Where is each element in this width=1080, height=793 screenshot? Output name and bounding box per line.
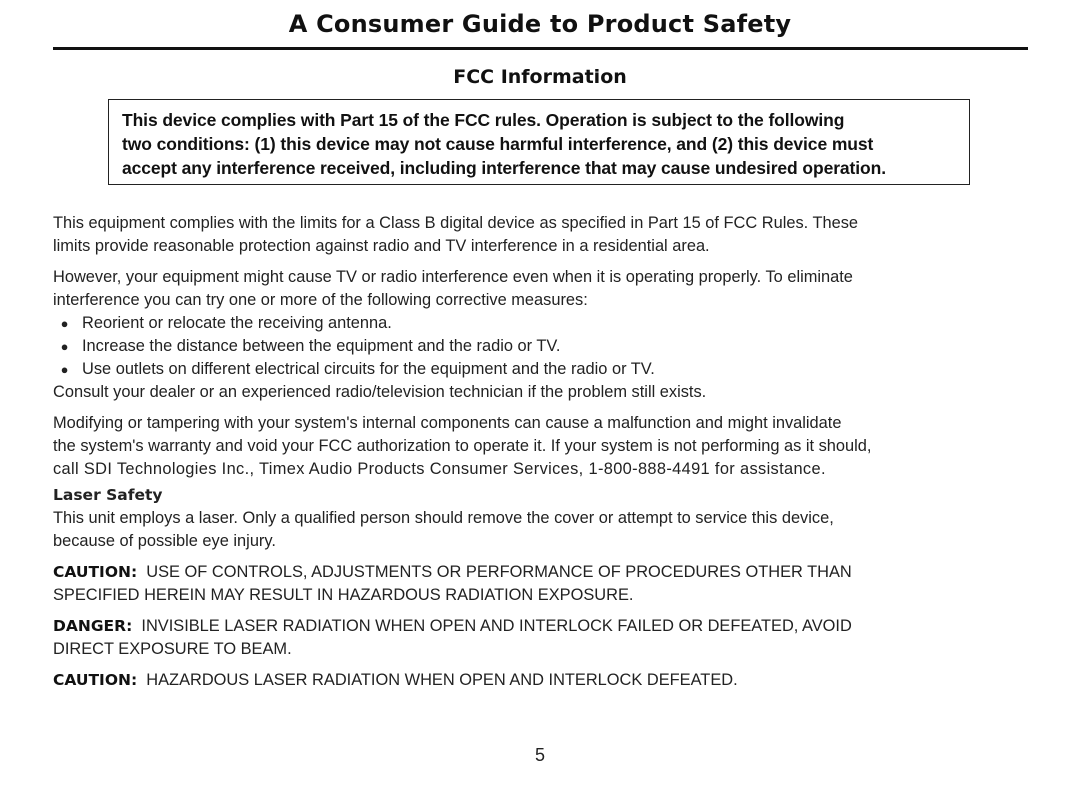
fcc-notice-box (108, 99, 970, 185)
notice-line: accept any interference received, including interference that may cause undesired operation. (122, 158, 886, 178)
bullet-icon: ● (60, 362, 69, 377)
paragraph-tampering (53, 412, 1033, 481)
danger-text: INVISIBLE LASER RADIATION WHEN OPEN AND INTERLOCK FAILED OR DEFEATED, AVOID (141, 617, 852, 635)
caution-text: USE OF CONTROLS, ADJUSTMENTS OR PERFORMANCE OF PROCEDURES OTHER THAN (146, 563, 852, 581)
laser-safety-heading: Laser Safety (53, 486, 163, 504)
paragraph-class-b (53, 212, 1033, 258)
text-line: This equipment complies with the limits for a Class B digital device as specified in Part 15 of FCC Rules. These (53, 214, 859, 232)
danger-text: DIRECT EXPOSURE TO BEAM. (53, 640, 292, 658)
list-item: ● Use outlets on different electrical circuits for the equipment and the radio or TV. (53, 358, 1033, 381)
caution-notice (53, 561, 1033, 607)
page-number: 5 (534, 745, 545, 765)
text-line: This unit employs a laser. Only a qualified person should remove the cover or attempt to service this device, (53, 509, 834, 527)
page-title: A Consumer Guide to Product Safety (288, 10, 792, 38)
text-line: because of possible eye injury. (53, 532, 276, 550)
title-divider (53, 47, 1028, 50)
caution-text: HAZARDOUS LASER RADIATION WHEN OPEN AND INTERLOCK DEFEATED. (146, 671, 738, 689)
text-line: limits provide reasonable protection against radio and TV interference in a residential area. (53, 237, 710, 255)
text-line: However, your equipment might cause TV or radio interference even when it is operating properly. To eliminate (53, 268, 853, 286)
text-line: interference you can try one or more of the following corrective measures: (53, 291, 588, 309)
danger-notice (53, 615, 1033, 661)
text-line: Consult your dealer or an experienced radio/television technician if the problem still exists. (53, 383, 707, 401)
danger-label: DANGER: (53, 617, 133, 635)
document-body (53, 212, 1033, 692)
list-item: ● Reorient or relocate the receiving antenna. (53, 312, 1033, 335)
caution-label: CAUTION: (53, 563, 138, 581)
list-item: ● Increase the distance between the equipment and the radio or TV. (53, 335, 1033, 358)
section-heading-fcc: FCC Information (453, 66, 627, 88)
caution-label: CAUTION: (53, 671, 138, 689)
paragraph-interference (53, 266, 1033, 404)
text-line: the system's warranty and void your FCC authorization to operate it. If your system is not performing as it should, (53, 437, 872, 455)
notice-line: This device complies with Part 15 of the FCC rules. Operation is subject to the following (122, 110, 845, 130)
bullet-icon: ● (60, 316, 69, 331)
paragraph-laser (53, 507, 1033, 553)
caution-notice-2 (53, 669, 1033, 692)
text-line: Modifying or tampering with your system's internal components can cause a malfunction and might invalidate (53, 414, 842, 432)
caution-text: SPECIFIED HEREIN MAY RESULT IN HAZARDOUS RADIATION EXPOSURE. (53, 586, 634, 604)
notice-line: two conditions: (1) this device may not cause harmful interference, and (2) this device must (122, 134, 874, 154)
text-line: call SDI Technologies Inc., Timex Audio Products Consumer Services, 1-800-888-4491 for assistance. (53, 460, 826, 478)
bullet-icon: ● (60, 339, 69, 354)
